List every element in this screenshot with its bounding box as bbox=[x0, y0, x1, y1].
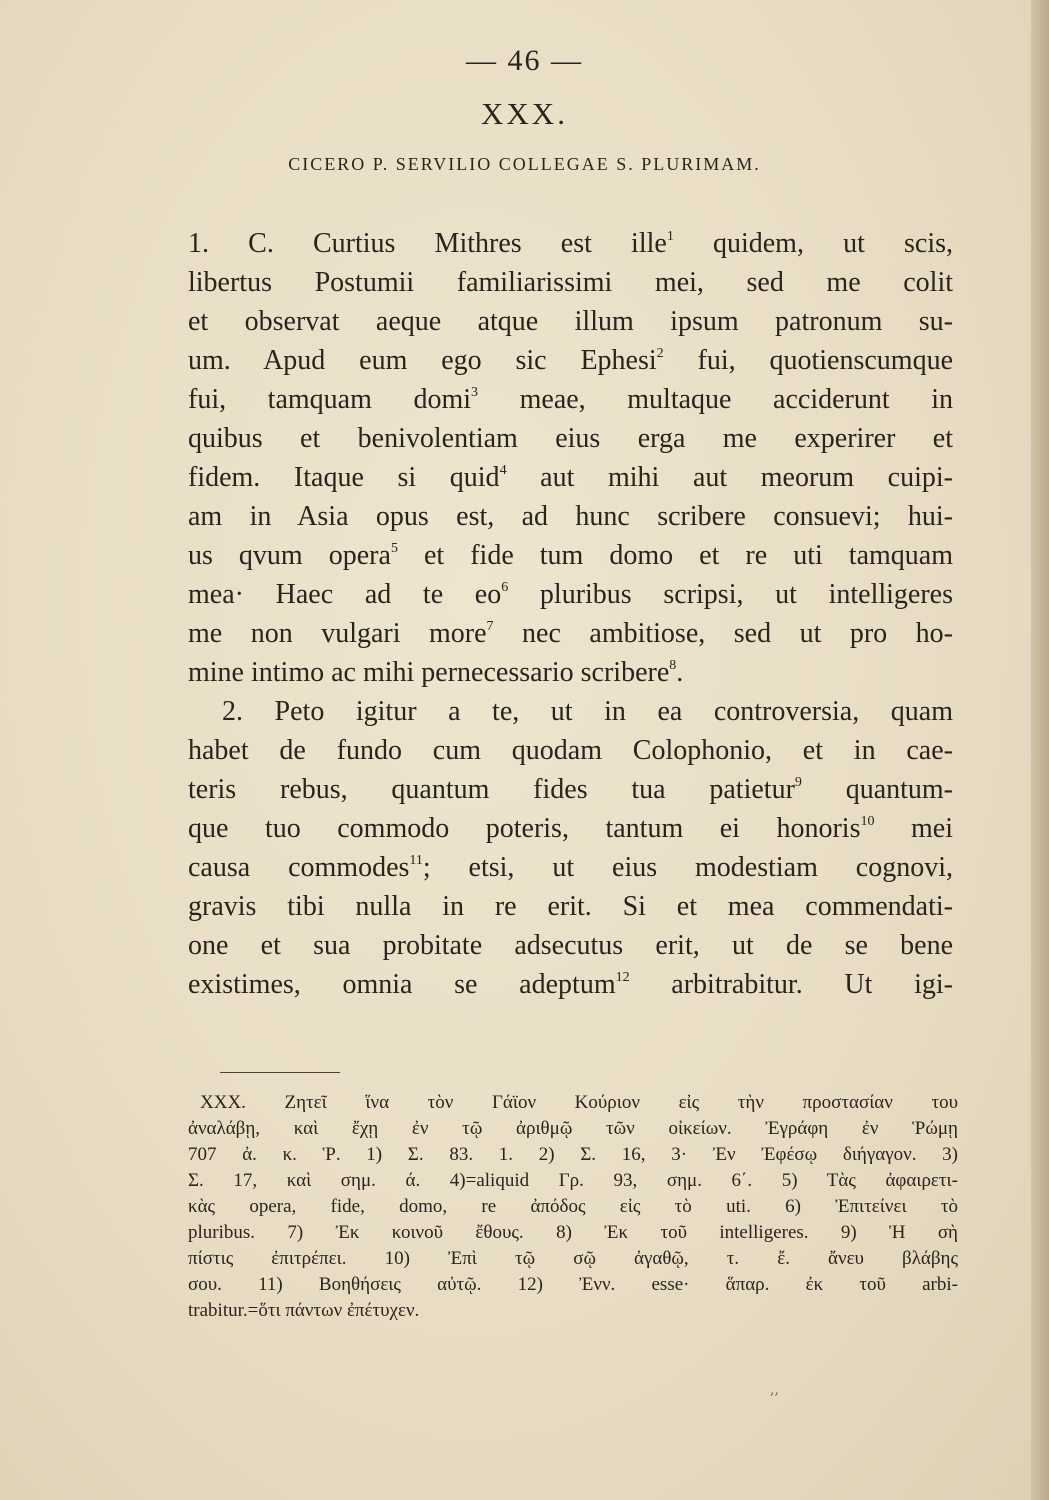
footnote-line: κὰς opera, fide, domo, re ἀπόδος εἰς τὸ uti. 6) Ἐπιτείνει τὸ bbox=[188, 1196, 958, 1217]
footnote-ref: 10 bbox=[860, 814, 875, 829]
footnote-ref: 8 bbox=[669, 658, 677, 673]
footnote-line: σου. 11) Βοηθήσεις αὐτῷ. 12) Ἐνν. esse· ἅπαρ. ἐκ τοῦ arbi- bbox=[188, 1274, 958, 1295]
body-text-run: 2. Peto igitur a te, ut in ea controversia, quam bbox=[222, 696, 953, 727]
footnote-ref: 11 bbox=[409, 853, 423, 868]
body-text-run: ; etsi, ut eius modestiam cognovi, bbox=[422, 852, 953, 883]
page-header bbox=[0, 44, 1049, 175]
body-text-run: quantum- bbox=[801, 774, 953, 805]
footnote-line: pluribus. 7) Ἐκ κοινοῦ ἔθους. 8) Ἐκ τοῦ intelligeres. 9) Ἡ σὴ bbox=[188, 1222, 958, 1243]
body-text-run: mei bbox=[874, 813, 953, 844]
body-line bbox=[188, 614, 953, 653]
body-line bbox=[188, 302, 953, 341]
letter-number: XXX. bbox=[481, 96, 568, 131]
body-text-run: existimes, omnia se adeptum bbox=[188, 969, 616, 1000]
body-text-run: mine intimo ac mihi pernecessario scribere bbox=[188, 657, 670, 688]
body-text-run: et fide tum domo et re uti tamquam bbox=[397, 540, 953, 571]
footnote-line: 707 ἀ. κ. Ῥ. 1) Σ. 83. 1. 2) Σ. 16, 3· Ἐν Ἐφέσῳ διήγαγον. 3) bbox=[188, 1144, 958, 1165]
body-text-run: nec ambitiose, sed ut pro ho- bbox=[493, 618, 953, 649]
body-line bbox=[188, 731, 953, 770]
footnote-ref: 7 bbox=[486, 619, 494, 634]
letter-body bbox=[188, 224, 953, 1004]
footnote-ref: 3 bbox=[471, 385, 479, 400]
footnote-line: ἀναλάβῃ, καὶ ἔχῃ ἐν τῷ ἀριθμῷ τῶν οἰκείων. Ἐγράφη ἐν Ῥώμῃ bbox=[188, 1118, 958, 1139]
page-spine-edge bbox=[1031, 0, 1049, 1500]
footnote-ref: 9 bbox=[794, 775, 802, 790]
body-text-run: teris rebus, quantum fides tua patietur bbox=[188, 774, 795, 805]
body-line bbox=[188, 419, 953, 458]
footnote-ref: 6 bbox=[501, 580, 509, 595]
body-text-run: . bbox=[676, 657, 684, 688]
body-text-run: et observat aeque atque illum ipsum patronum su- bbox=[188, 306, 953, 337]
body-text-run: me non vulgari more bbox=[188, 618, 487, 649]
body-text-run: 1. C. Curtius Mithres est ille bbox=[188, 228, 667, 259]
body-line bbox=[188, 926, 953, 965]
footnote-line: Σ. 17, καὶ σημ. ά. 4)=aliquid Γρ. 93, σημ. 6΄. 5) Τὰς ἀφαιρετι- bbox=[188, 1170, 958, 1191]
footnote-line: πίστις ἐπιτρέπει. 10) Ἐπὶ τῷ σῷ ἀγαθῷ, τ. ἔ. ἄνευ βλάβης bbox=[188, 1248, 958, 1269]
body-text-run: fidem. Itaque si quid bbox=[188, 462, 500, 493]
footnote-ref: 1 bbox=[666, 229, 674, 244]
body-text-run: habet de fundo cum quodam Colophonio, et in cae- bbox=[188, 735, 953, 766]
body-text-run: pluribus scripsi, ut intelligeres bbox=[508, 579, 953, 610]
body-text-run: gravis tibi nulla in re erit. Si et mea commendati- bbox=[188, 891, 953, 922]
footnote-ref: 4 bbox=[499, 463, 507, 478]
body-line bbox=[188, 536, 953, 575]
body-line bbox=[188, 458, 953, 497]
footnotes bbox=[188, 1090, 958, 1324]
body-line bbox=[188, 770, 953, 809]
body-text-run: quidem, ut scis, bbox=[673, 228, 953, 259]
letter-salutation: CICERO P. SERVILIO COLLEGAE S. PLURIMAM. bbox=[288, 154, 761, 174]
body-text-run: us qvum opera bbox=[188, 540, 391, 571]
body-text-run: arbitrabitur. Ut igi- bbox=[629, 969, 953, 1000]
body-line bbox=[188, 263, 953, 302]
body-line bbox=[188, 224, 953, 263]
footnote-line: XXX. Ζητεῖ ἵνα τὸν Γάϊον Κούριον εἰς τὴν προστασίαν του bbox=[200, 1092, 958, 1113]
body-text-run: am in Asia opus est, ad hunc scribere consuevi; hui- bbox=[188, 501, 953, 532]
body-text-run: que tuo commodo poteris, tantum ei honoris bbox=[188, 813, 861, 844]
body-line bbox=[188, 575, 953, 614]
body-line bbox=[188, 653, 953, 692]
body-line bbox=[188, 848, 953, 887]
footnote-ref: 2 bbox=[656, 346, 664, 361]
body-text-run: causa commodes bbox=[188, 852, 410, 883]
body-text-run: libertus Postumii familiarissimi mei, sed me colit bbox=[188, 267, 953, 298]
body-text-run: aut mihi aut meorum cuipi- bbox=[506, 462, 953, 493]
body-line bbox=[188, 887, 953, 926]
body-text-run: meae, multaque acciderunt in bbox=[478, 384, 953, 415]
body-line bbox=[188, 341, 953, 380]
body-line bbox=[188, 497, 953, 536]
body-text-run: one et sua probitate adsecutus erit, ut de se bene bbox=[188, 930, 953, 961]
body-line bbox=[188, 809, 953, 848]
body-line bbox=[188, 692, 953, 731]
footnote-ref: 12 bbox=[615, 970, 630, 985]
body-text-run: um. Apud eum ego sic Ephesi bbox=[188, 345, 657, 376]
page-number: — 46 — bbox=[466, 44, 583, 77]
body-line bbox=[188, 380, 953, 419]
body-line bbox=[188, 965, 953, 1004]
footnote-ref: 5 bbox=[390, 541, 398, 556]
ink-mark: ,, bbox=[770, 1382, 779, 1398]
body-text-run: fui, tamquam domi bbox=[188, 384, 472, 415]
body-text-run: mea· Haec ad te eo bbox=[188, 579, 502, 610]
body-text-run: fui, quotienscumque bbox=[663, 345, 953, 376]
footnote-rule bbox=[220, 1072, 340, 1073]
footnote-line: trabitur.=ὅτι πάντων ἐπέτυχεν. bbox=[188, 1300, 420, 1321]
body-text-run: quibus et benivolentiam eius erga me experirer et bbox=[188, 423, 953, 454]
